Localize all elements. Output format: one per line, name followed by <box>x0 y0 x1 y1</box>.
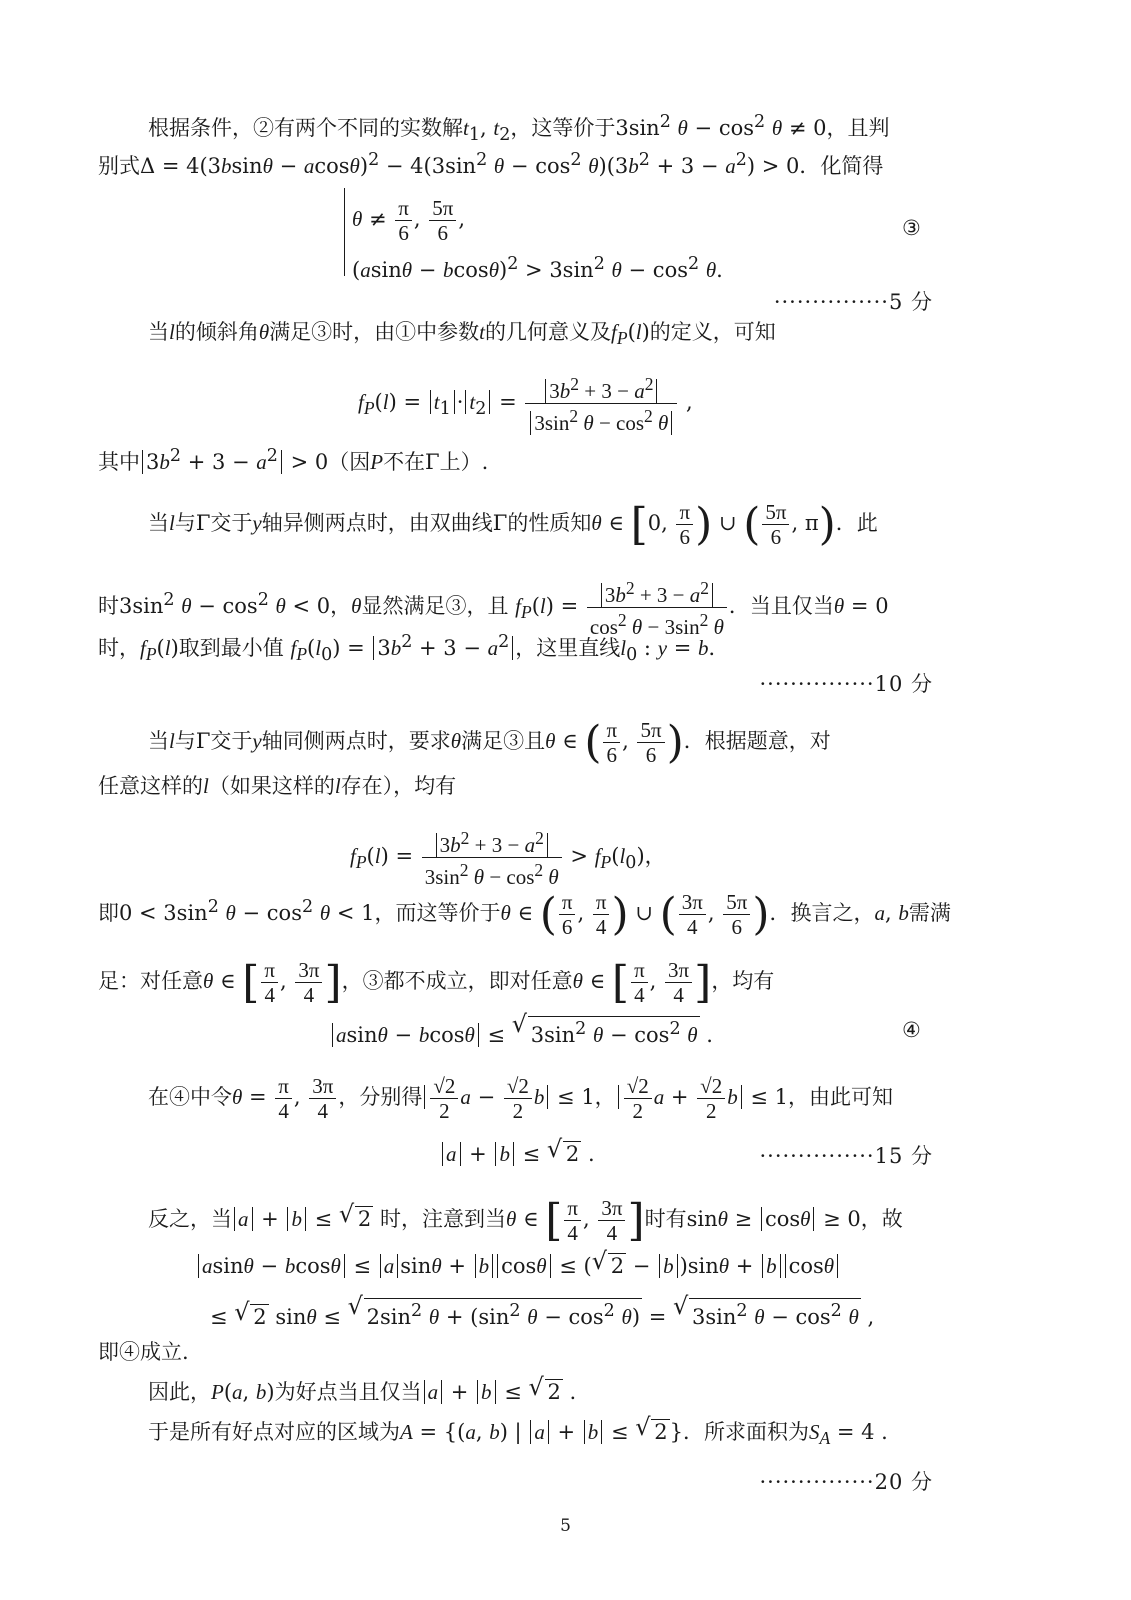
equation-fp-l-same-side: $f_P(l)$ = $\frac{3b^2 + 3 - a^2}{3\sin^2 \theta - \cos^2 \theta}$ > $f_P(l_0)$， <box>350 828 666 889</box>
inequality-chain-1: asinθ − bcosθ ≤ a sinθ + b cosθ ≤ (√ 2 − b )sinθ + b cosθ <box>196 1252 840 1280</box>
text-line-13: 即$0 < 3\sin^2$ $\theta - \cos^2 \theta < 1$，而这等价于θ ∈ ( $\frac{\pi}{6}$ , $\frac{\pi}{4}$ ) ∪ ( $\frac{3\pi}{4}$ , $\frac{5\pi}{6}$ )．换言之，a, b需满 <box>98 888 951 940</box>
score-20: ···············20 分 <box>759 1470 933 1494</box>
text-line-6: 其中 $3b^2 + 3 - a^2 > 0$（因P不在Γ上）. <box>98 446 489 474</box>
system-line-2: $(asin\theta - bcos\theta)^2 > 3\sin^2$ $\theta - \cos^2 \theta$. <box>352 254 723 282</box>
text-line-1: 根据条件，②有两个不同的实数解$t_1$, $t_2$，这等价于$3\sin^2$ $\theta - \cos^2 \theta \ne 0$，且判 <box>148 112 890 146</box>
system-brace <box>344 188 345 276</box>
score-5: ···············5 分 <box>773 290 933 314</box>
text-line-18: 反之，当 a + b ≤ √ 2 时，注意到当θ ∈ [ $\frac{\pi}{4}$ , $\frac{3\pi}{4}$ ]时有sinθ ≥ cosθ ≥ 0，故 <box>148 1196 903 1245</box>
equation-fp-l: $f_P(l) = t_1 \cdot t_2$ = $\frac{3b^2 + 3 - a^2}{3\sin^2 \theta - \cos^2 \theta}$ , <box>358 374 693 435</box>
equation-4: asinθ − bcosθ ≤ √ $3\sin^2$ $\theta - \cos^2 \theta$ . <box>330 1016 713 1049</box>
text-line-22: 因此，P(a, b)为好点当且仅当 a + b ≤ √ 2 . <box>148 1378 576 1406</box>
equation-number-3: ③ <box>902 216 921 240</box>
score-10: ···············10 分 <box>759 672 933 696</box>
text-line-7: 当l与Γ交于y轴异侧两点时，由双曲线Γ的性质知θ ∈ [0, $\frac{\pi}{6}$ ) ∪ ( $\frac{5\pi}{6}$ , π)．此 <box>148 498 878 550</box>
page-number: 5 <box>560 1516 571 1536</box>
text-line-4: 当l的倾斜角θ满足③时，由①中参数t的几何意义及$f_P(l)$的定义，可知 <box>148 320 776 349</box>
text-line-21: 即④成立. <box>98 1340 189 1364</box>
text-line-11: 任意这样的l（如果这样的l存在），均有 <box>98 774 457 798</box>
text-line-16: 在④中令θ = $\frac{\pi}{4}$ , $\frac{3\pi}{4}$ ，分别得 $\frac{√2}{2}$ a − $\frac{√2}{2}$ b ≤ 1， $\frac{√2}{2}$ a + $\frac{√2}{2}$ b ≤ 1，由此可知 <box>148 1074 894 1123</box>
equation-number-4: ④ <box>902 1018 921 1042</box>
system-line-1: θ ≠ $\frac{\pi}{6}$ , $\frac{5\pi}{6}$ , <box>352 196 466 245</box>
text-line-14: 足：对任意θ ∈ [ $\frac{\pi}{4}$ , $\frac{3\pi}{4}$ ]，③都不成立，即对任意θ ∈ [ $\frac{\pi}{4}$ , $\frac{3\pi}{4}$ ]，均有 <box>98 956 775 1008</box>
equation-ab-bound: a + b ≤ √ 2 . <box>440 1140 595 1168</box>
score-15: ···············15 分 <box>759 1144 933 1168</box>
text-line-10: 当l与Γ交于y轴同侧两点时，要求θ满足③且θ ∈ ( $\frac{\pi}{6}$ , $\frac{5\pi}{6}$ )．根据题意，对 <box>148 716 831 768</box>
text-line-9: 时，$f_P(l)$取到最小值 $f_P(l_0) = 3b^2 + 3 - a^2$ ，这里直线$l_0$ : y = b． <box>98 632 730 666</box>
inequality-chain-2: ≤ √ 2 sinθ ≤ √ $2\sin^2$ $\theta + (\sin^2$ $\theta - \cos^2 \theta$) = √ $3\sin^2$ $\theta - \cos^2 \theta$ , <box>210 1298 874 1331</box>
text-line-2: 别式$\Delta = 4(3bsin\theta - acos\theta)^2 - 4(3\sin^2$ $\theta - \cos^2 \theta)(3b^2 + 3 - a^2) > 0$．化简得 <box>98 150 884 178</box>
text-line-8: 时$3\sin^2$ $\theta - \cos^2 \theta < 0$，θ显然满足③，且 $f_P(l)$ = $\frac{3b^2 + 3 - a^2}{\cos^2 \theta - 3\sin^2 \theta}$ ．当且仅当θ = 0 <box>98 578 889 639</box>
text-line-23: 于是所有好点对应的区域为A = {(a, b) | a + b ≤ √ 2}．所求面积为$S_A = 4$ . <box>148 1418 888 1453</box>
